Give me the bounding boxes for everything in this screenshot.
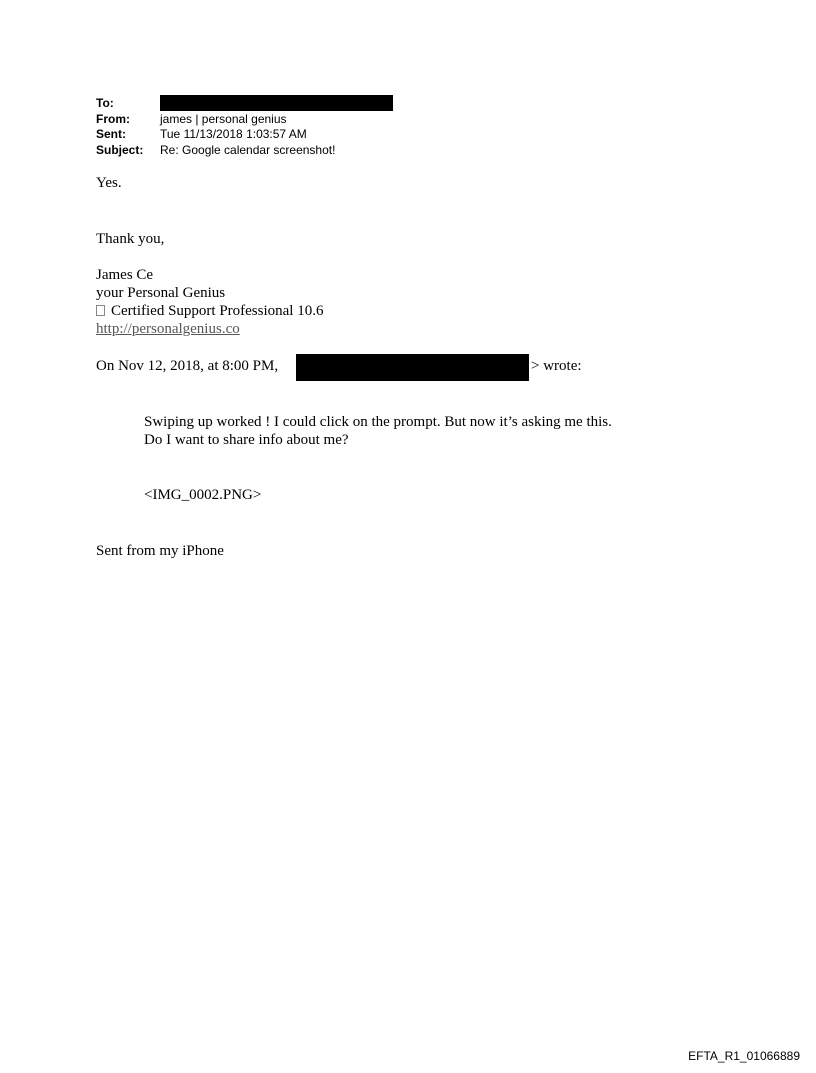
signature-cert-text: Certified Support Professional 10.6: [111, 303, 324, 319]
to-label: To:: [96, 96, 114, 111]
signature-certification: [96, 302, 323, 320]
attachment-placeholder: <IMG_0002.PNG>: [144, 487, 262, 503]
from-label: From:: [96, 111, 130, 126]
missing-glyph-icon: [96, 305, 105, 316]
signature-link-row: [96, 320, 240, 338]
from-value: james | personal genius: [160, 111, 287, 126]
quote-intro-prefix: On Nov 12, 2018, at 8:00 PM,: [96, 358, 279, 374]
sent-row: [96, 127, 393, 143]
quote-line-1: Swiping up worked ! I could click on the prompt. But now it’s asking me this.: [144, 414, 612, 430]
subject-row: [96, 143, 393, 159]
bates-number: EFTA_R1_01066889: [688, 1049, 800, 1063]
reply-text: Yes.: [96, 175, 122, 191]
subject-label: Subject:: [96, 142, 144, 157]
signature-link[interactable]: http://personalgenius.co: [96, 321, 240, 337]
sent-value: Tue 11/13/2018 1:03:57 AM: [160, 127, 307, 142]
signature-name: James Ce: [96, 267, 154, 283]
signature-title: your Personal Genius: [96, 285, 226, 301]
quote-line-2: Do I want to share info about me?: [144, 432, 349, 448]
closing-text: Thank you,: [96, 231, 165, 247]
to-row: [96, 96, 393, 112]
email-header: [96, 96, 393, 158]
sent-from-text: Sent from my iPhone: [96, 543, 224, 559]
subject-value: Re: Google calendar screenshot!: [160, 142, 336, 157]
sent-label: Sent:: [96, 127, 126, 142]
redacted-recipient: [160, 95, 393, 111]
from-row: [96, 112, 393, 128]
redacted-sender: [296, 354, 529, 381]
quote-intro-suffix: > wrote:: [531, 358, 582, 374]
